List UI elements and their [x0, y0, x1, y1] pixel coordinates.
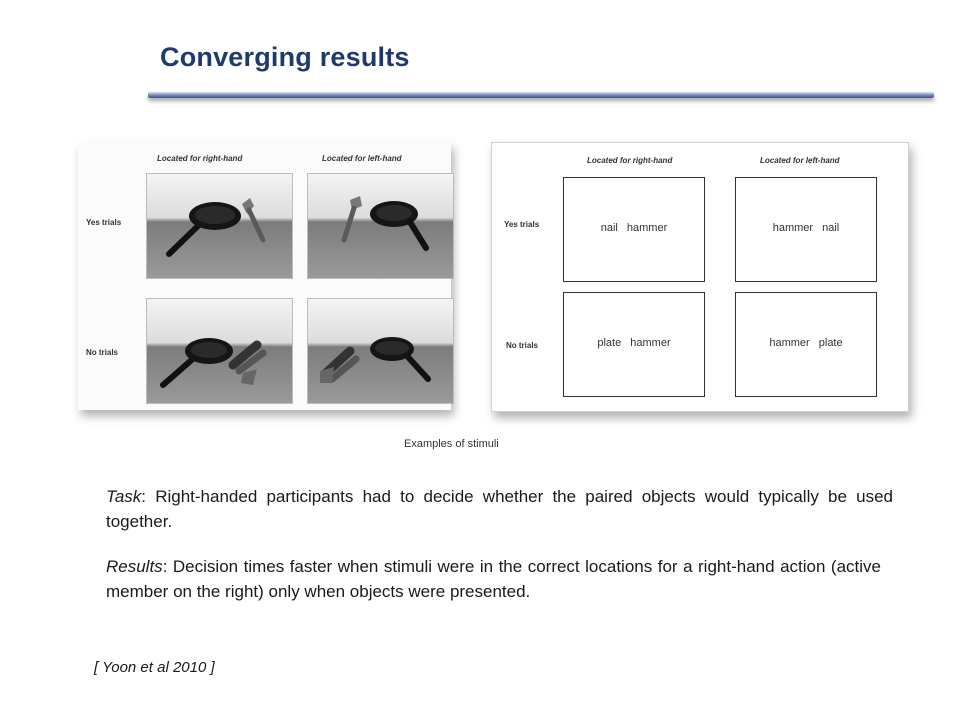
word-box-yes-left-hand — [735, 177, 877, 282]
photo-row-header-no: No trials — [86, 348, 119, 357]
photo-no-right-hand — [146, 298, 293, 404]
photo-yes-left-hand — [307, 173, 454, 279]
task-paragraph — [106, 484, 893, 534]
title-underline — [148, 92, 934, 98]
photo-col-header-right-hand: Located for right-hand — [157, 154, 243, 163]
photo-col-header-left-hand: Located for left-hand — [322, 154, 402, 163]
figure-caption: Examples of stimuli — [404, 438, 499, 450]
word-row-header-yes: Yes trials — [504, 220, 540, 229]
photo-stimuli-panel — [78, 142, 451, 410]
word-box-no-right-hand — [563, 292, 705, 397]
results-label: Results — [106, 557, 163, 576]
word-pair: plate hammer — [597, 337, 671, 349]
citation: [ Yoon et al 2010 ] — [94, 659, 215, 676]
task-label: Task — [106, 487, 142, 506]
word-col-header-right-hand: Located for right-hand — [587, 156, 673, 165]
results-text: : Decision times faster when stimuli were in the correct locations for a right-hand action (active member on the right) only when objects were presented. — [106, 557, 881, 601]
word-pair: hammer nail — [772, 222, 840, 234]
word-box-no-left-hand — [735, 292, 877, 397]
task-text: : Right-handed participants had to decide whether the paired objects would typically be used together. — [106, 487, 893, 531]
word-box-yes-right-hand — [563, 177, 705, 282]
word-pair: nail hammer — [600, 222, 668, 234]
photo-no-left-hand — [307, 298, 454, 404]
word-stimuli-panel — [491, 142, 909, 412]
photo-row-header-yes: Yes trials — [86, 218, 122, 227]
word-col-header-left-hand: Located for left-hand — [760, 156, 840, 165]
word-row-header-no: No trials — [506, 341, 539, 350]
word-pair: hammer plate — [769, 337, 843, 349]
results-paragraph — [106, 554, 881, 604]
photo-yes-right-hand — [146, 173, 293, 279]
slide-title: Converging results — [160, 42, 410, 72]
